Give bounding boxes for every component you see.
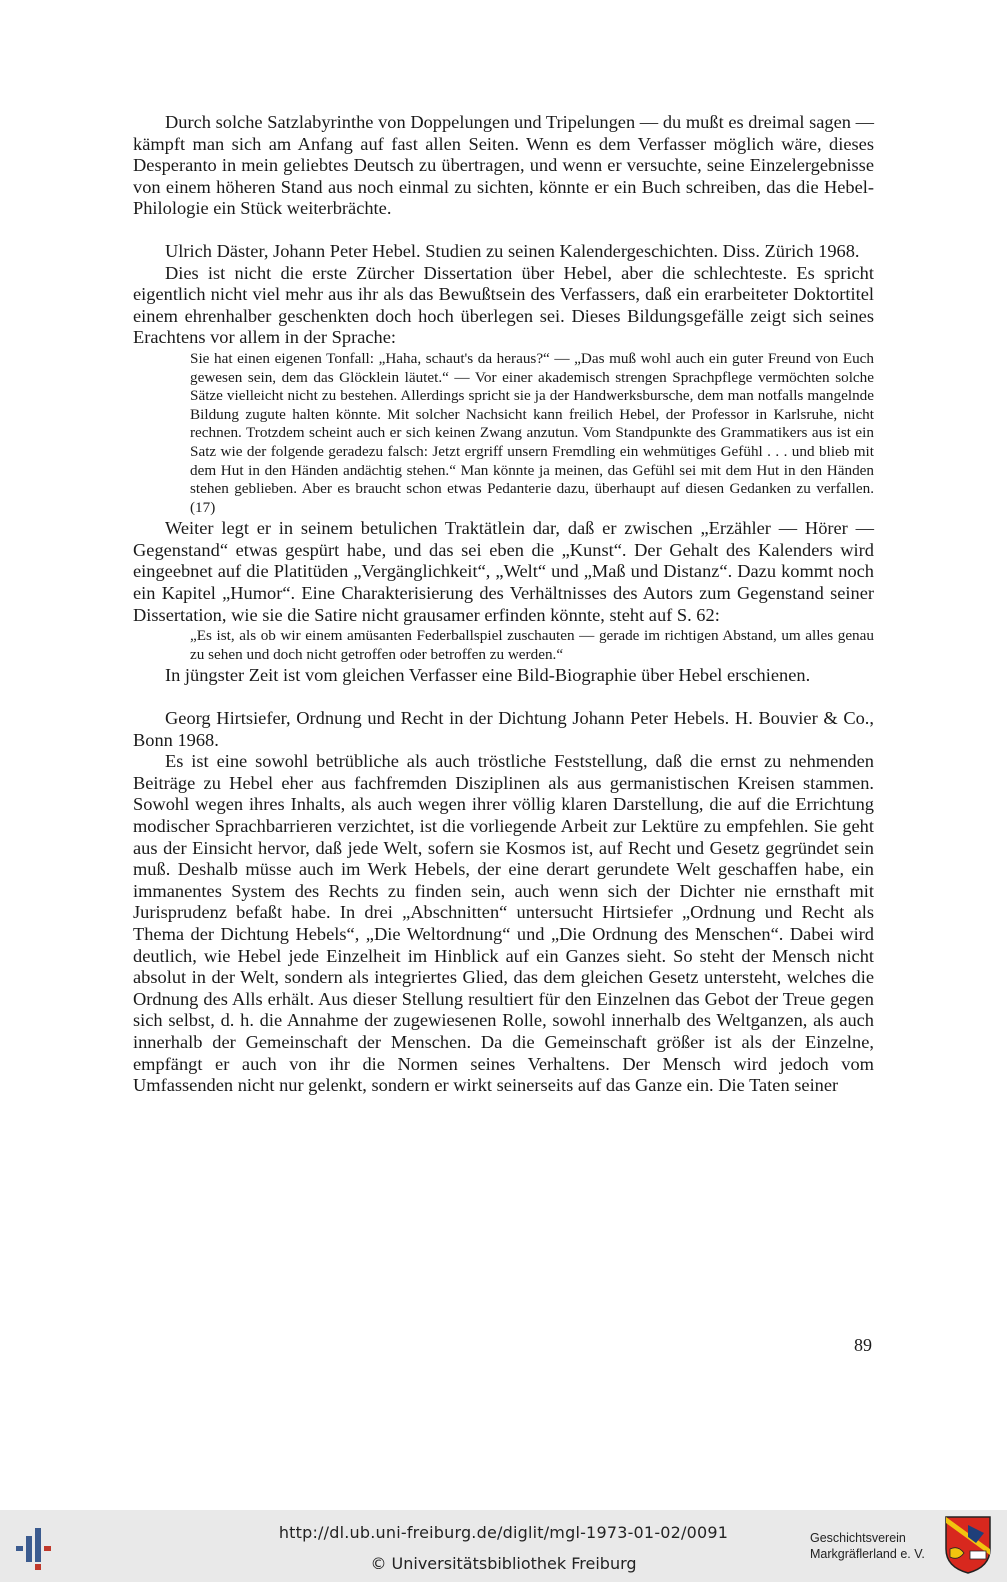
review-heading-daester: Ulrich Däster, Johann Peter Hebel. Studien zu seinen Kalendergeschichten. Diss. Zürich 1968.: [165, 240, 860, 261]
permalink-url[interactable]: http://dl.ub.uni-freiburg.de/diglit/mgl-1973-01-02/0091: [278, 1523, 729, 1542]
paragraph-daester-closing: In jüngster Zeit ist vom gleichen Verfasser eine Bild-Biographie über Hebel erschienen.: [165, 665, 811, 686]
block-quote-satire: „Es ist, als ob wir einem amüsanten Federballspiel zuschauten — gerade im richtigen Abstand, um alles genau zu sehen und doch nicht getroffen oder betroffen zu werden.“: [190, 627, 874, 663]
paragraph-daester-continued: Weiter legt er in seinem betulichen Traktätlein dar, daß er zwischen „Erzähler — Hörer — Gegenstand“ etwas gespürt habe, und das sei eben die „Kunst“. Der Gehalt des Kalenders wird eingeebnet auf die Platitüden „Vergänglichkeit“, „Welt“ und „Maß und Distanz“. Dazu kommt noch ein Kapitel „Humor“. Eine Charakterisierung des Verhältnisses des Autors zum Gegenstand seiner Dissertation, wie sie die Satire nicht grausamer erfinden könnte, steht auf S. 62:: [133, 518, 874, 625]
page-number: 89: [854, 1335, 872, 1355]
paragraph-daester-review: Dies ist nicht die erste Zürcher Dissertation über Hebel, aber die schlechteste. Es spricht eigentlich nicht viel mehr aus ihr als das Bewußtsein des Verfassers, daß ein erarbeiteter Doktortitel einem ehrenhalber geschenkten doch hoch überlegen sei. Dieses Bildungsgefälle zeigt sich seines Erachtens vor allem in der Sprache:: [133, 262, 874, 348]
coat-of-arms-icon: [944, 1515, 992, 1575]
paragraph-hirtsiefer-review: Es ist eine sowohl betrübliche als auch tröstliche Feststellung, daß die ernst zu nehmenden Beiträge zu Hebel eher aus fachfremden Disziplinen als aus germanistischen Kreisen stammen. Sowohl wegen ihres Inhalts, als auch wegen ihrer völlig klaren Darstellung, die auf die Errichtung modischer Sprachbarrieren verzichtet, ist die vorliegende Arbeit zur Lektüre zu empfehlen. Sie geht aus der Einsicht hervor, daß jede Welt, sofern sie Kosmos ist, auf Recht und Gesetz gegründet sein muß. Deshalb müsse auch im Werk Hebels, der eine derart gerundete Welt geschaffen habe, ein immanentes System des Rechts zu finden sein, auch wenn sich der Dichter nie ernsthaft mit Jurisprudenz befaßt habe. In drei „Abschnitten“ untersucht Hirtsiefer „Ordnung und Recht als Thema der Dichtung Hebels“, „Die Weltordnung“ und „Die Ordnung des Menschen“. Dabei wird deutlich, wie Hebel jede Einzelheit im Hinblick auf ein Ganzes sieht. So steht der Mensch nicht absolut in der Welt, sondern als integriertes Glied, das dem gleichen Gesetz untersteht, welches die Ordnung des Alls erhält. Aus dieser Stellung resultiert für den Einzelnen das Gebot der Treue gegen sich selbst, d. h. die Annahme der zugewiesenen Rolle, sowohl innerhalb des Weltganzen, als auch innerhalb der Gemeinschaft der Menschen. Da die Gemeinschaft größer ist als der Einzelne, empfängt er auch von ihr die Normen seines Verhaltens. Der Mensch wird jedoch vom Umfassenden nicht nur gelenkt, sondern er wirkt seinerseits auf das Ganze ein. Die Taten seiner: [133, 751, 874, 1096]
society-name-line1: Geschichtsverein: [810, 1531, 906, 1545]
review-heading-hirtsiefer: Georg Hirtsiefer, Ordnung und Recht in der Dichtung Johann Peter Hebels. H. Bouvier & Co., Bonn 1968.: [133, 708, 874, 750]
copyright-notice: © Universitätsbibliothek Freiburg: [370, 1554, 637, 1573]
footer-bar: [0, 1510, 1007, 1582]
society-name-line2: Markgräflerland e. V.: [810, 1547, 925, 1561]
block-quote-daester: Sie hat einen eigenen Tonfall: „Haha, schaut's da heraus?“ — „Das muß wohl auch ein guter Freund von Euch gewesen sein, dem das Glöcklein läutet.“ — Vor einer akademisch strengen Sprachpflege vermöchten solche Sätze vielleicht nicht zu bestehen. Allerdings spricht sie ja der Handwerksbursche, dem man notfalls mangelnde Bildung zugute halten könnte. Mit solcher Nachsicht kann freilich Hebel, der Professor in Karlsruhe, nicht rechnen. Trotzdem scheint auch er sich keinen Zwang anzutun. Vom Standpunkte des Grammatikers aus ist ein Satz wie der folgende geradezu falsch: Jetzt ergriff unsern Fremdling ein wehmütiges Gefühl . . . und blieb mit dem Hut in den Händen andächtig stehen.“ Man könnte ja meinen, das Gefühl sei mit dem Hut in den Händen stehen geblieben. Aber es braucht schon etwas Pedanterie dazu, überhaupt auf diesen Gedanken zu verfallen. (17): [190, 349, 874, 516]
page-content: [133, 112, 874, 1097]
society-name: [810, 1530, 940, 1562]
paragraph-intro: Durch solche Satzlabyrinthe von Doppelungen und Tripelungen — du mußt es dreimal sagen — kämpft man sich am Anfang auf fast allen Seiten. Wenn es dem Verfasser möglich wäre, dieses Desperanto in mein geliebtes Deutsch zu übertragen, und wenn er versuchte, seine Einzelergebnisse von einem höheren Stand aus noch einmal zu sichten, könnte er ein Buch schreiben, das die Hebel-Philologie ein Stück weiterbrächte.: [133, 112, 874, 219]
